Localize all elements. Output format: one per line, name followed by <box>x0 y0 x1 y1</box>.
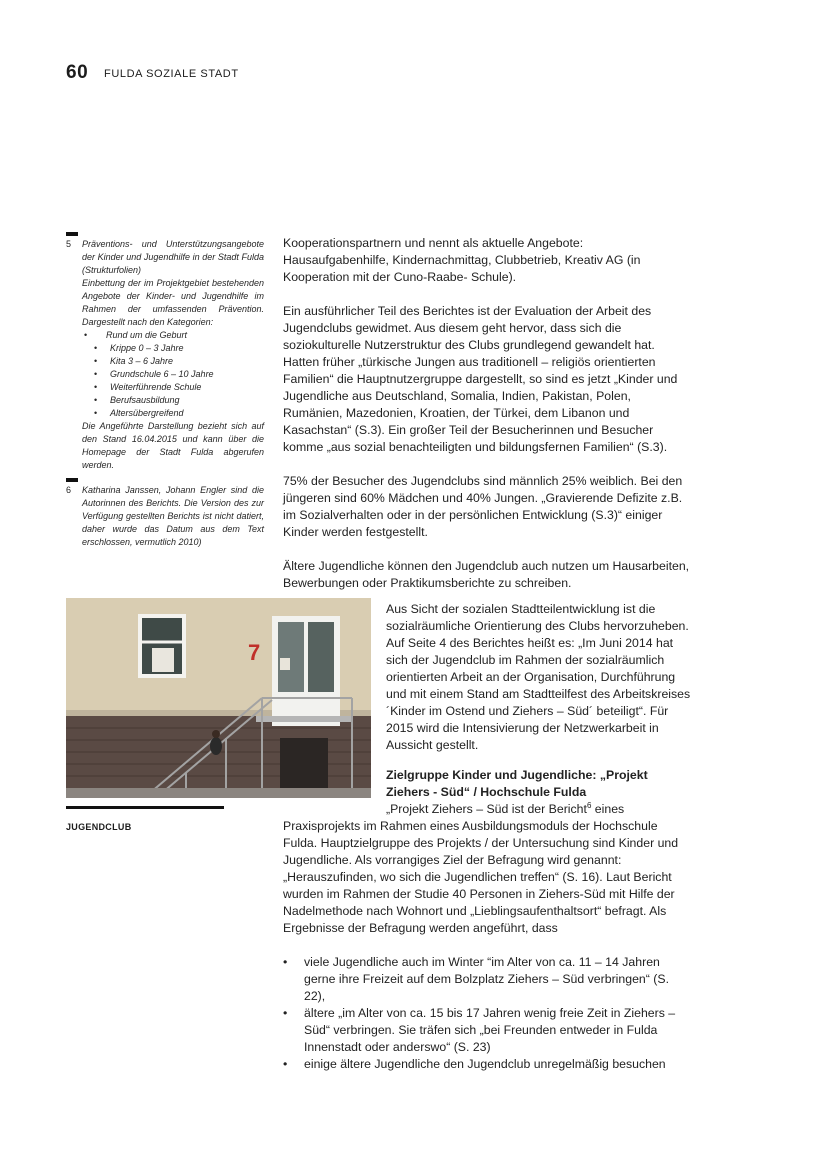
wall-mark: 7 <box>248 640 261 665</box>
sitting-person <box>210 737 222 755</box>
page-number: 60 <box>66 62 89 83</box>
door-notice <box>280 658 290 670</box>
footnote-list-item: • Grundschule 6 – 10 Jahre <box>82 368 264 381</box>
footnote-number: 6 <box>66 485 72 495</box>
caption-rule <box>66 806 224 809</box>
landing <box>256 716 352 722</box>
section-zielgruppe <box>283 767 691 1073</box>
footnote-number: 5 <box>66 239 72 249</box>
running-head: FULDA SOZIALE STADT <box>104 68 239 80</box>
footnote-text: Präventions- und Unterstützungsangebote der Kinder und Jugendhilfe in der Stadt Fulda (Strukturfolien) <box>82 239 264 275</box>
footnote-list-item: • Weiterführende Schule <box>82 381 264 394</box>
section-intro: „Projekt Ziehers – Süd ist der Bericht$^6$ eines Praxisprojekts im Rahmen eines Ausbildungsmoduls der Hochschule Fulda. Hauptzielgruppe des Projekts / der Untersuchung sind Kinder und Jugendliche. Als vorrangiges Ziel der Befragung wird genannt: „Herauszufinden, wo sich die Jugendlichen treffen“ (S. 16). Laut Bericht wurden im Rahmen der Studie 40 Personen in Ziehers-Süd mit Hilfe der Nadelmethode nach Wohnort und „Lieblingsaufenthaltsort“ befragt. Als Ergebnisse der Befragung werden angeführt, dass <box>283 800 679 935</box>
side-text <box>386 601 691 754</box>
footnote-text: Die Angeführte Darstellung bezieht sich auf den Stand 16.04.2015 und kann über die Homepage der Stadt Fulda abgerufen werden. <box>82 421 264 470</box>
body-paragraph: Ältere Jugendliche können den Jugendclub auch nutzen um Hausarbeiten, Bewerbungen oder Praktikumsberichte zu schreiben. <box>283 559 690 590</box>
body-paragraph: Ein ausführlicher Teil des Berichtes ist der Evaluation der Arbeit des Jugendclubs gewidmet. Aus diesem geht hervor, dass sich die soziokulturelle Nutzerstruktur des Clubs grundlegend gewandelt hat. Hatten früher „türkische Jungen aus traditionell – religiös orientierten Familien“ die Hauptnutzergruppe dargestellt, so sind es jetzt „Kinder und Jugendliche aus Deutschland, Somalia, Indien, Pakistan, Polen, Rumänien, Mazedonien, Kroatien, der Türkei, dem Libanon und Kasachstan“ (S.3). Ein großer Teil der Besucherinnen und Besucher komme „aus sozial benachteiligten und bildungsfernen Familien“ (S.3). <box>283 304 678 454</box>
footnote-list-item: • Kita 3 – 6 Jahre <box>82 355 264 368</box>
results-list <box>283 954 691 1073</box>
footnote-6 <box>66 484 264 549</box>
list-item: • viele Jugendliche auch im Winter “im Alter von ca. 11 – 14 Jahren gerne ihre Freizeit auf dem Bolzplatz Ziehers – Süd verbringen“ (S. 22), <box>283 954 691 1005</box>
side-paragraph: Aus Sicht der sozialen Stadtteilentwicklung ist die sozialräumliche Orientierung des Clubs hervorzuheben. Auf Seite 4 des Berichtes heißt es: „Im Juni 2014 hat sich der Jugendclub im Rahmen der sozialräumlich orientierten Arbeit an der Organisation, Durchführung und mit einem Stand am Stadtteilfest des Arbeitskreises ´Kinder im Ostend und Ziehers – Süd´ beteiligt“. Für 2015 wird die Intensivierung der Netzwerkarbeit in Aussicht gestellt. <box>386 602 691 752</box>
footnote-list-item: • Krippe 0 – 3 Jahre <box>82 342 264 355</box>
footnote-reference: 6 <box>586 800 592 810</box>
footnote-list-item: • Altersübergreifend <box>82 407 264 420</box>
body-paragraph: Kooperationspartnern und nennt als aktuelle Angebote: Hausaufgabenhilfe, Kindernachmittag, Clubbetrieb, Kreativ AG (in Kooperation mit der Cuno-Raabe- Schule). <box>283 236 641 284</box>
footnote-marker <box>66 232 78 236</box>
footnote-marker <box>66 478 78 482</box>
footnotes <box>66 232 264 549</box>
footnote-text: Katharina Janssen, Johann Engler sind die Autorinnen des Berichts. Die Version des zur Verfügung gestellten Berichts ist nicht datiert, daher wurde das Datum aus dem Text erschlossen, vermutlich 2010) <box>82 485 264 547</box>
door-glass-right <box>308 622 334 692</box>
door-glass-left <box>278 622 304 692</box>
main-text-column <box>283 235 691 609</box>
footnote-list-item: • Berufsausbildung <box>82 394 264 407</box>
footnote-list-item: • Rund um die Geburt <box>82 329 264 342</box>
footnote-list <box>82 329 264 420</box>
footnote-text: Einbettung der im Projektgebiet bestehenden Angebote der Kinder- und Jugendhilfe im Rahmen der umfassenden Prävention. Dargestellt nach den Kategorien: <box>82 278 264 327</box>
list-item: • einige ältere Jugendliche den Jugendclub unregelmäßig besuchen <box>283 1056 691 1073</box>
section-heading: Zielgruppe Kinder und Jugendliche: „Projekt Ziehers - Süd“ / Hochschule Fulda <box>386 768 648 799</box>
list-item: • ältere „im Alter von ca. 15 bis 17 Jahren wenig freie Zeit in Ziehers – Süd“ verbringen. Sie träfen sich „bei Freunden entweder in Fulda Innenstadt oder anderswo“ (S. 23) <box>283 1005 691 1056</box>
footnote-5 <box>66 238 264 472</box>
body-paragraph: 75% der Besucher des Jugendclubs sind männlich 25% weiblich. Bei den jüngeren sind 60% Mädchen und 40% Jungen. „Gravierende Defizite z.B. im Sozialverhalten oder in der persönlichen Entwicklung (S.3)“ einiger Kinder werden festgestellt. <box>283 474 683 539</box>
window-curtain <box>152 648 174 672</box>
photo-caption: JUGENDCLUB <box>66 822 132 832</box>
